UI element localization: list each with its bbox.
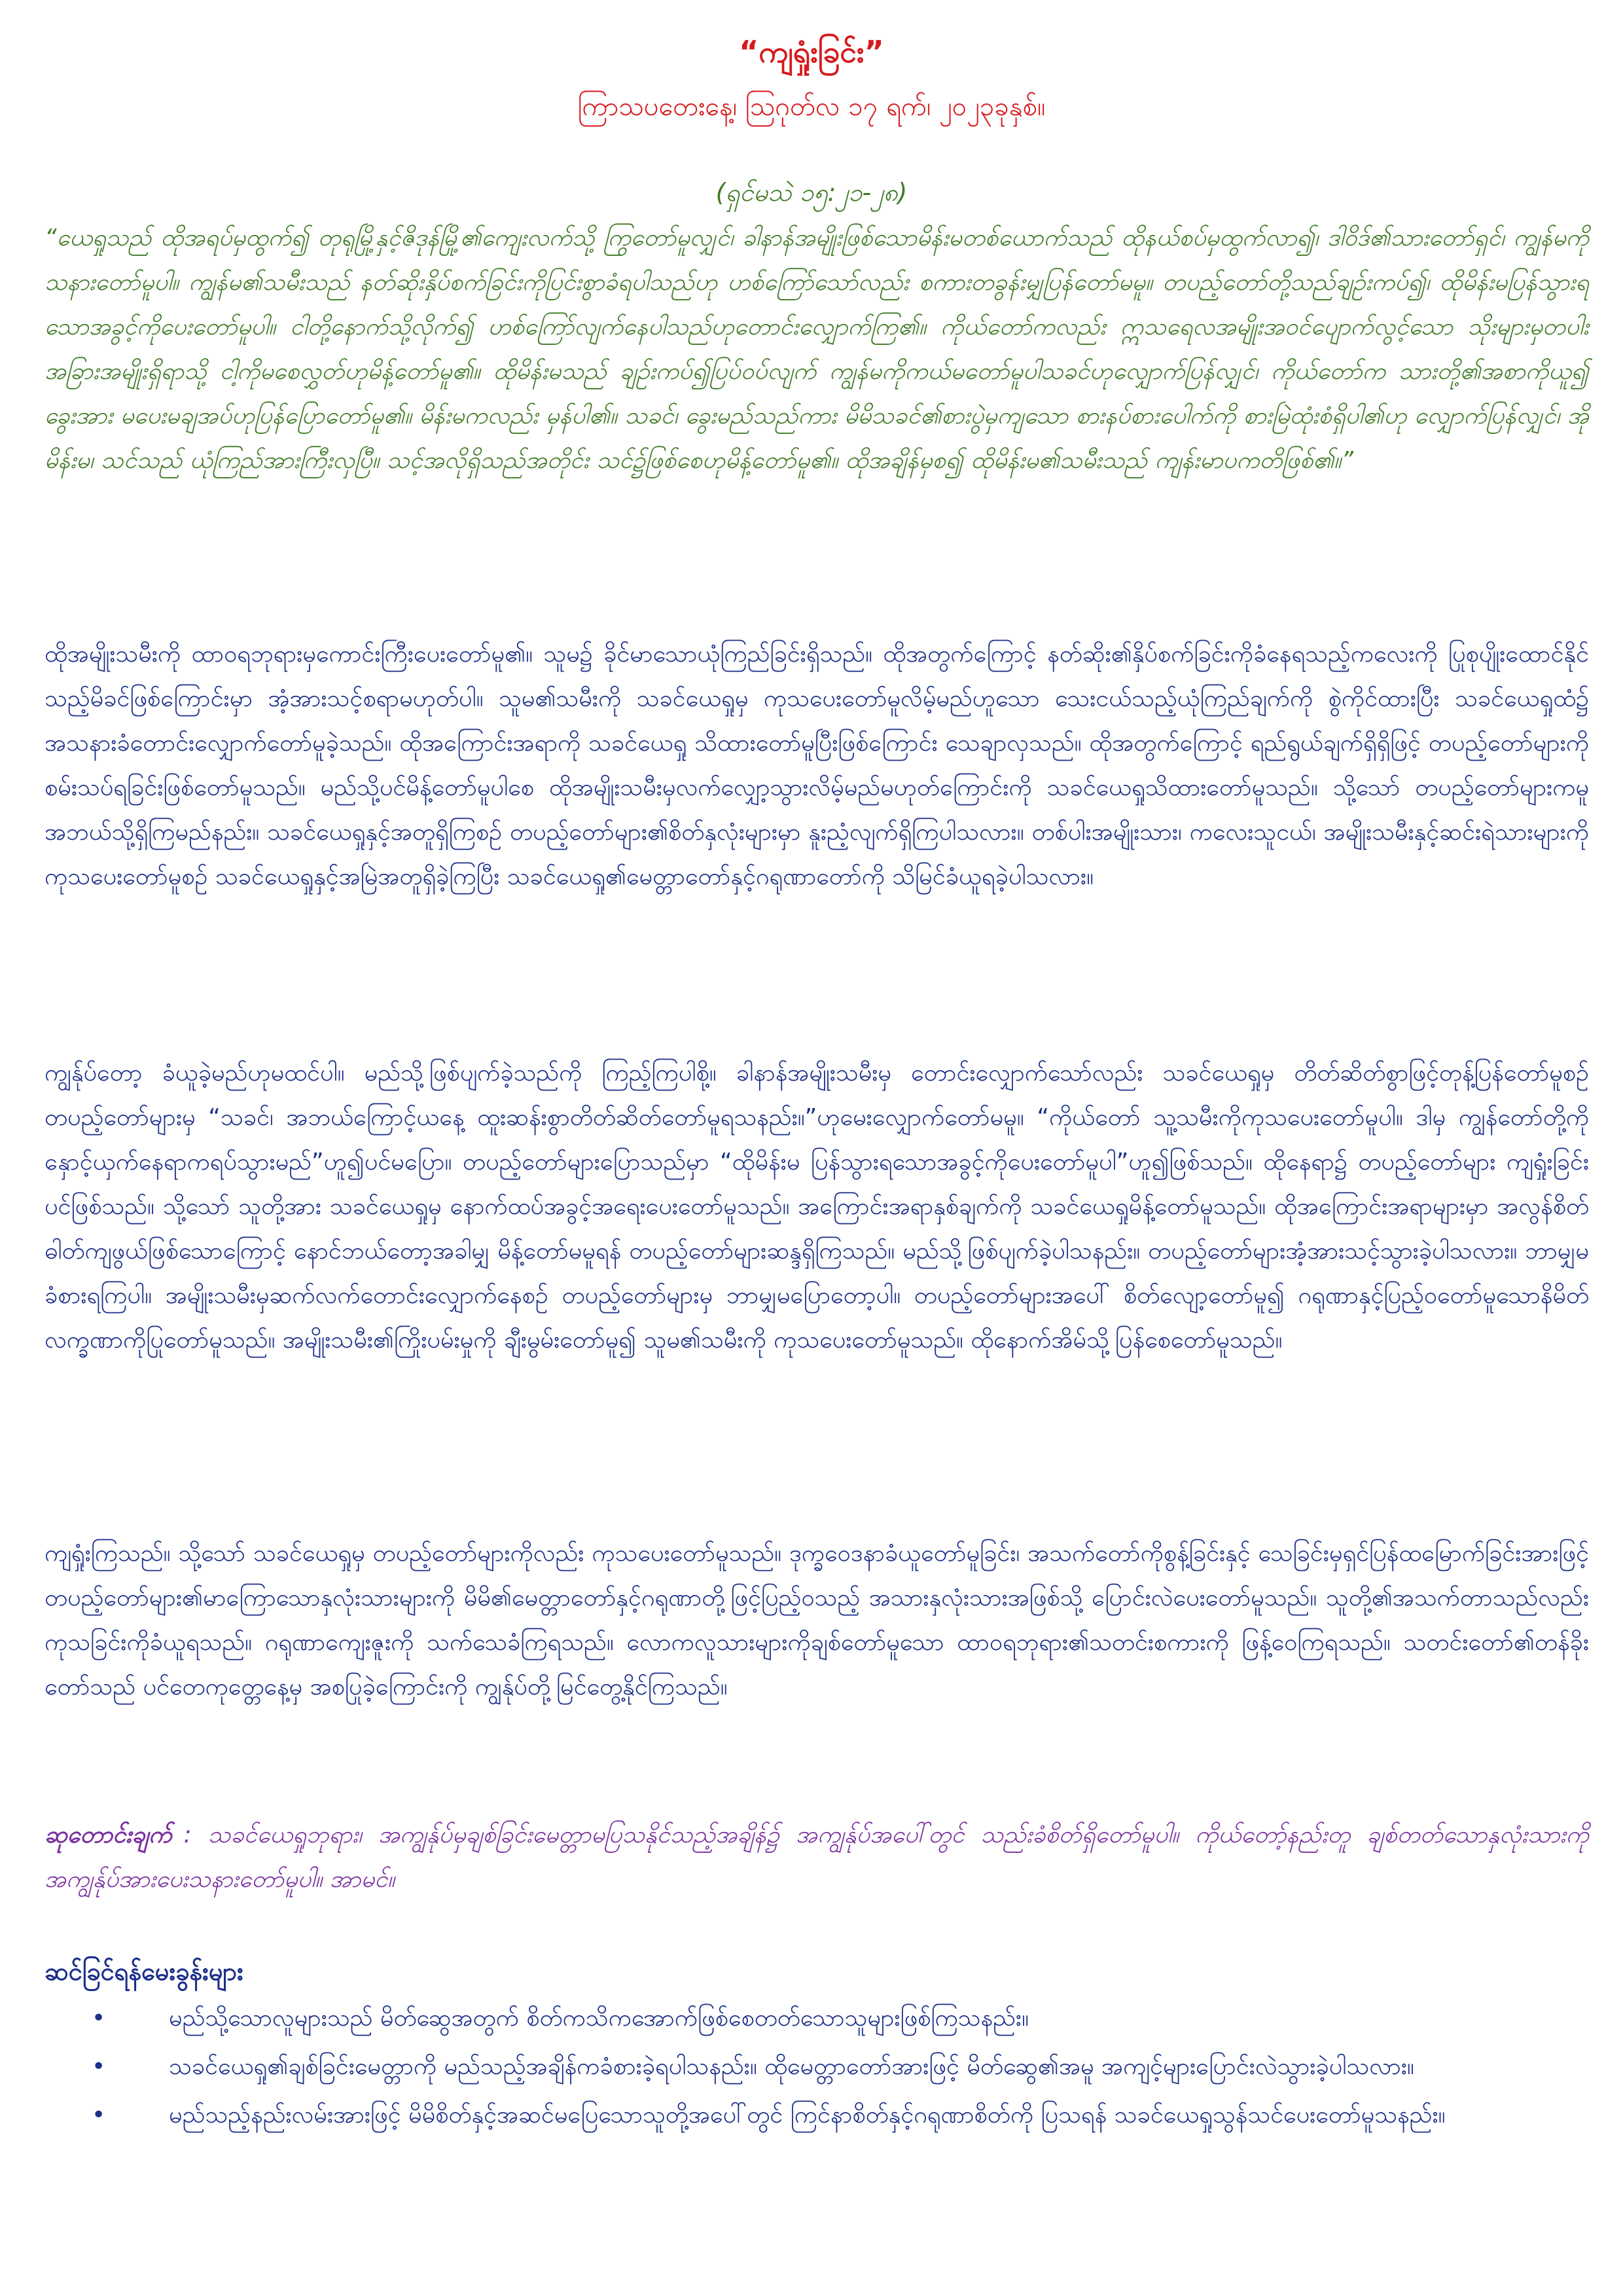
bullet-icon: • xyxy=(92,2053,106,2080)
body-paragraph-2: ကျွန်ုပ်တော့ ခံယူခဲ့မည်ဟုမထင်ပါ။ မည်သို့ဖြစ်ပျက်ခဲ့သည်ကို ကြည့်ကြပါစို့။ ခါနာန်အမျိုးသမီးမှ တောင်းလျှောက်သော်လည်း သခင်ယေရှုမှ တိတ်ဆိတ်စွာဖြင့်တုန့်ပြန်တော်မူစဉ် တပည့်တော်များမှ “သခင်၊ အဘယ်ကြောင့်ယနေ့ ထူးဆန်းစွာတိတ်ဆိတ်တော်မူရသနည်း။”ဟုမေးလျှောက်တော်မမူ။ “ကိုယ်တော် သူ့သမီးကိုကုသပေးတော်မူပါ။ ဒါမှ ကျွန်တော်တို့ကို နှောင့်ယှက်နေရာကရပ်သွားမည်”ဟူ၍ပင်မပြော။ တပည့်တော်များပြောသည်မှာ “ထိုမိန်းမ ပြန်သွားရသောအခွင့်ကိုပေးတော်မူပါ”ဟူ၍ဖြစ်သည်။ ထိုနေရာ၌ တပည့်တော်များ ကျရှုံးခြင်းပင်ဖြစ်သည်။ သို့သော် သူတို့အား သခင်ယေရှုမှ နောက်ထပ်အခွင့်အရေးပေးတော်မူသည်။ အကြောင်းအရာနှစ်ချက်ကို သခင်ယေရှုမိန့်တော်မူသည်။ ထိုအကြောင်းအရာများမှာ အလွန်စိတ်ဓါတ်ကျဖွယ်ဖြစ်သောကြောင့် နောင်ဘယ်တော့အခါမျှ မိန့်တော်မမူရန် တပည့်တော်များဆန္ဒရှိကြသည်။ မည်သို့ဖြစ်ပျက်ခဲ့ပါသနည်း။ တပည့်တော်များအံ့အားသင့်သွားခဲ့ပါသလား။ ဘာမျှမခံစားရကြပါ။ အမျိုးသမီးမှဆက်လက်တောင်းလျှောက်နေစဉ် တပည့်တော်များမှ ဘာမျှမပြောတော့ပါ။ တပည့်တော်များအပေါ် စိတ်လျော့တော်မူ၍ ဂရုဏာနှင့်ပြည့်ဝတော်မူသောနိမိတ်လက္ခဏာကိုပြုတော်မူသည်။ အမျိုးသမီး၏ကြိုးပမ်းမှုကို ချီးမွမ်းတော်မူ၍ သူမ၏သမီးကို ကုသပေးတော်မူသည်။ ထိုနောက်အိမ်သို့ပြန်စေတော်မူသည်။ xyxy=(45,1060,1589,1354)
scripture-reference: (ရှင်မသဲ ၁၅:၂၁-၂၈) xyxy=(715,178,908,207)
question-text: မည်သို့သောလူများသည် မိတ်ဆွေအတွက် စိတ်ကသိကအောက်ဖြစ်စေတတ်သောသူများဖြစ်ကြသနည်း။ xyxy=(169,2005,1029,2032)
bullet-icon: • xyxy=(92,2102,106,2128)
scripture-passage: “ယေရှုသည် ထိုအရပ်မှထွက်၍ တုရုမြို့နှင့်ဇိဒုန်မြို့၏ကျေးလက်သို့ ကြွတော်မူလျှင်၊ ခါနာန်အမျိုးဖြစ်သောမိန်းမတစ်ယောက်သည် ထိုနယ်စပ်မှထွက်လာ၍၊ ဒါဝိဒ်၏သားတော်ရှင်၊ ကျွန်မကိုသနားတော်မူပါ။ ကျွန်မ၏သမီးသည် နတ်ဆိုးနှိပ်စက်ခြင်းကိုပြင်းစွာခံရပါသည်ဟု ဟစ်ကြော်သော်လည်း စကားတခွန်းမျှပြန်တော်မမူ။ တပည့်တော်တို့သည်ချဉ်းကပ်၍၊ ထိုမိန်းမပြန်သွားရသောအခွင့်ကိုပေးတော်မူပါ။ ငါတို့နောက်သို့လိုက်၍ ဟစ်ကြော်လျက်နေပါသည်ဟုတောင်းလျှောက်ကြ၏။ ကိုယ်တော်ကလည်း ဣသရေလအမျိုးအဝင်ပျောက်လွင့်သော သိုးများမှတပါး အခြားအမျိုးရှိရာသို့ ငါ့ကိုမစေလွှတ်ဟုမိန့်တော်မူ၏။ ထိုမိန်းမသည် ချဉ်းကပ်၍ပြပ်ဝပ်လျက် ကျွန်မကိုကယ်မတော်မူပါသခင်ဟုလျှောက်ပြန်လျှင်၊ ကိုယ်တော်က သားတို့၏အစာကိုယူ၍ ခွေးအား မပေးမချအပ်ဟုပြန်ပြောတော်မူ၏။ မိန်းမကလည်း မှန်ပါ၏။ သခင်၊ ခွေးမည်သည်ကား မိမိသခင်၏စားပွဲမှကျသော စားနပ်စားပေါက်ကို စားမြဲထုံးစံရှိပါ၏ဟု လျှောက်ပြန်လျှင်၊ အိုမိန်းမ၊ သင်သည် ယုံကြည်အားကြီးလှပြီ။ သင့်အလိုရှိသည်အတိုင်း သင်၌ဖြစ်စေဟုမိန့်တော်မူ၏။ ထိုအချိန်မှစ၍ ထိုမိန်းမ၏သမီးသည် ကျန်းမာပကတိဖြစ်၏။” xyxy=(45,224,1589,474)
body-paragraph-3: ကျရှုံးကြသည်။ သို့သော် သခင်ယေရှုမှ တပည့်တော်များကိုလည်း ကုသပေးတော်မူသည်။ ဒုက္ခဝေဒနာခံယူတော်မူခြင်း၊ အသက်တော်ကိုစွန့်ခြင်းနှင့် သေခြင်းမှရှင်ပြန်ထမြောက်ခြင်းအားဖြင့် တပည့်တော်များ၏မာကြောသောနှလုံးသားများကို မိမိ၏မေတ္တာတော်နှင့်ဂရုဏာတို့ဖြင့်ပြည့်ဝသည့် အသားနှလုံးသားအဖြစ်သို့ ပြောင်းလဲပေးတော်မူသည်။ သူတို့၏အသက်တာသည်လည်း ကုသခြင်းကိုခံယူရသည်။ ဂရုဏာကျေးဇူးကို သက်သေခံကြရသည်။ လောကလူသားများကိုချစ်တော်မူသော ထာဝရဘုရား၏သတင်းစကားကို ဖြန့်ဝေကြရသည်။ သတင်းတော်၏တန်ခိုးတော်သည် ပင်တေကုတ္တေနေ့မှ အစပြုခဲ့ကြောင်းကို ကျွန်ုပ်တို့မြင်တွေ့နိုင်ကြသည်။ xyxy=(45,1540,1589,1700)
prayer-text: သခင်ယေရှုဘုရား၊ အကျွန်ုပ်မှချစ်ခြင်းမေတ္တာမပြသနိုင်သည့်အချိန်၌ အကျွန်ုပ်အပေါ်တွင် သည်းခံစိတ်ရှိတော်မူပါ။ ကိုယ်တော့်နည်းတူ ချစ်တတ်သောနှလုံးသားကို အကျွန်ုပ်အားပေးသနားတော်မူပါ။ အာမင်။ xyxy=(45,1821,1589,1893)
prayer-block xyxy=(45,1813,1589,1902)
body-paragraph-1: ထိုအမျိုးသမီးကို ထာဝရဘုရားမှကောင်းကြီးပေးတော်မူ၏။ သူမ၌ ခိုင်မာသောယုံကြည်ခြင်းရှိသည်။ ထိုအတွက်ကြောင့် နတ်ဆိုး၏နှိပ်စက်ခြင်းကိုခံနေရသည့်ကလေးကို ပြုစုပျိုးထောင်နိုင်သည့်မိခင်ဖြစ်ကြောင်းမှာ အံ့အားသင့်စရာမဟုတ်ပါ။ သူမ၏သမီးကို သခင်ယေရှုမှ ကုသပေးတော်မူလိမ့်မည်ဟူသော သေးငယ်သည့်ယုံကြည်ချက်ကို စွဲကိုင်ထားပြီး သခင်ယေရှုထံ၌ အသနားခံတောင်းလျှောက်တော်မူခဲ့သည်။ ထိုအကြောင်းအရာကို သခင်ယေရှု သိထားတော်မူပြီးဖြစ်ကြောင်း သေချာလှသည်။ ထိုအတွက်ကြောင့် ရည်ရွယ်ချက်ရှိရှိဖြင့် တပည့်တော်များကို စမ်းသပ်ရခြင်းဖြစ်တော်မူသည်။ မည်သို့ပင်မိန့်တော်မူပါစေ ထိုအမျိုးသမီးမှလက်လျှော့သွားလိမ့်မည်မဟုတ်ကြောင်းကို သခင်ယေရှုသိထားတော်မူသည်။ သို့သော် တပည့်တော်များကမူ အဘယ်သို့ရှိကြမည်နည်း။ သခင်ယေရှုနှင့်အတူရှိကြစဉ် တပည့်တော်များ၏စိတ်နှလုံးများမှာ နူးညံ့လျက်ရှိကြပါသလား။ တစ်ပါးအမျိုးသား၊ ကလေးသူငယ်၊ အမျိုးသမီးနှင့်ဆင်းရဲသားများကို ကုသပေးတော်မူစဉ် သခင်ယေရှုနှင့်အမြဲအတူရှိခဲ့ကြပြီး သခင်ယေရှု၏မေတ္တာတော်နှင့်ဂရုဏာတော်ကို သိမြင်ခံယူရခဲ့ပါသလား။ xyxy=(45,641,1589,890)
list-item xyxy=(45,1996,1589,2041)
questions-heading: ဆင်ခြင်ရန်မေးခွန်းများ xyxy=(45,1957,243,1986)
prayer-separator: : xyxy=(183,1821,192,1848)
list-item xyxy=(45,2093,1589,2138)
question-text: မည်သည့်နည်းလမ်းအားဖြင့် မိမိစိတ်နှင့်အဆင်မပြေသောသူတို့အပေါ်တွင် ကြင်နာစိတ်နှင့်ဂရုဏာစိတ်ကို ပြသရန် သခင်ယေရှုသွန်သင်ပေးတော်မူသနည်း။ xyxy=(169,2102,1446,2128)
prayer-label: ဆုတောင်းချက် xyxy=(45,1821,172,1848)
questions-list xyxy=(45,1996,1589,2142)
question-text: သခင်ယေရှု၏ချစ်ခြင်းမေတ္တာကို မည်သည့်အချိန်ကခံစားခဲ့ရပါသနည်း။ ထိုမေတ္တာတော်အားဖြင့် မိတ်ဆွေ၏အမူ အကျင့်များပြောင်းလဲသွားခဲ့ပါသလား။ xyxy=(169,2053,1414,2080)
bullet-icon: • xyxy=(92,2005,106,2032)
list-item xyxy=(45,2045,1589,2089)
page-title: “ကျရှုံးခြင်း” xyxy=(739,34,884,69)
date-line: ကြာသပတေးနေ့၊ ဩဂုတ်လ ၁၇ ရက်၊ ၂၀၂၃ခုနှစ်။ xyxy=(577,92,1046,122)
